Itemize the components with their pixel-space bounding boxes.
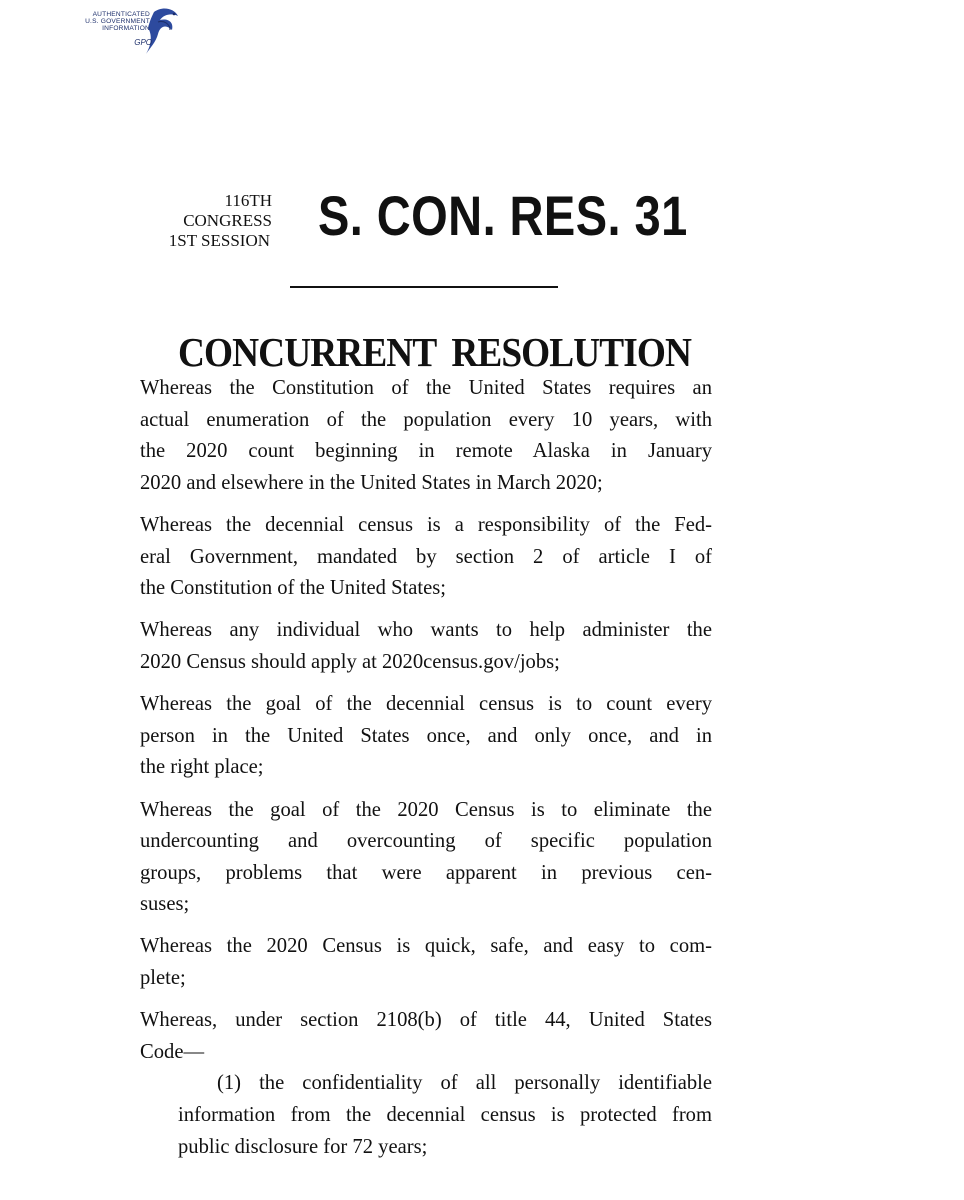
whereas-clause (140, 795, 712, 921)
seal-line-1: AUTHENTICATED (92, 11, 150, 18)
clause-line: Whereas the Constitution of the United States requires an (140, 377, 712, 399)
clause-line: Whereas the decennial census is a responsibility of the Fed- (140, 513, 712, 536)
clause-line: undercounting and overcounting of specific population (140, 830, 712, 853)
seal-line-3: INFORMATION (102, 25, 150, 32)
resolution-body (140, 373, 712, 1163)
clause-line: plete; (140, 967, 186, 990)
subclause-line: public disclosure for 72 years; (178, 1135, 428, 1158)
clause-line: the 2020 count beginning in remote Alaska in January (140, 440, 712, 463)
clause-line: Whereas the goal of the decennial census is to count every (140, 693, 712, 716)
numbered-subclause (140, 1068, 712, 1163)
whereas-clause (140, 615, 712, 678)
congress-session-block (140, 191, 272, 251)
whereas-clause (140, 373, 712, 499)
clause-line: 2020 and elsewhere in the United States in March 2020; (140, 471, 603, 494)
clause-line: actual enumeration of the population every 10 years, with (140, 408, 712, 431)
clause-line: Code— (140, 1040, 205, 1063)
bill-number: S. CON. RES. 31 (318, 184, 688, 247)
whereas-clause (140, 1005, 712, 1068)
clause-line: groups, problems that were apparent in previous cen- (140, 861, 712, 884)
clause-line: the right place; (140, 756, 264, 779)
clause-line: eral Government, mandated by section 2 of article I of (140, 545, 712, 568)
whereas-clause (140, 510, 712, 605)
document-title: CONCURRENT RESOLUTION (178, 329, 692, 375)
gpo-authentication-seal (66, 4, 186, 58)
clause-line: person in the United States once, and only once, and in (140, 724, 712, 747)
seal-gpo-mark: GPO (134, 38, 152, 47)
seal-line-2: U.S. GOVERNMENT (85, 18, 150, 25)
congress-label: 116TH CONGRESS (183, 191, 272, 230)
whereas-clause (140, 689, 712, 784)
subclause-line: (1) the confidentiality of all personally identifiable (217, 1072, 712, 1095)
clause-line: suses; (140, 893, 190, 916)
session-label: 1ST SESSION (168, 231, 270, 250)
clause-line: Whereas the 2020 Census is quick, safe, and easy to com- (140, 935, 712, 958)
clause-line: Whereas the goal of the 2020 Census is to eliminate the (140, 798, 712, 821)
title-divider (290, 286, 558, 288)
clause-line: Whereas, under section 2108(b) of title 44, United States (140, 1009, 712, 1032)
clause-line: the Constitution of the United States; (140, 577, 447, 600)
clause-line: 2020 Census should apply at 2020census.gov/jobs; (140, 650, 560, 673)
clause-line: Whereas any individual who wants to help administer the (140, 619, 712, 642)
whereas-clause (140, 931, 712, 994)
subclause-line: information from the decennial census is protected from (178, 1104, 712, 1127)
